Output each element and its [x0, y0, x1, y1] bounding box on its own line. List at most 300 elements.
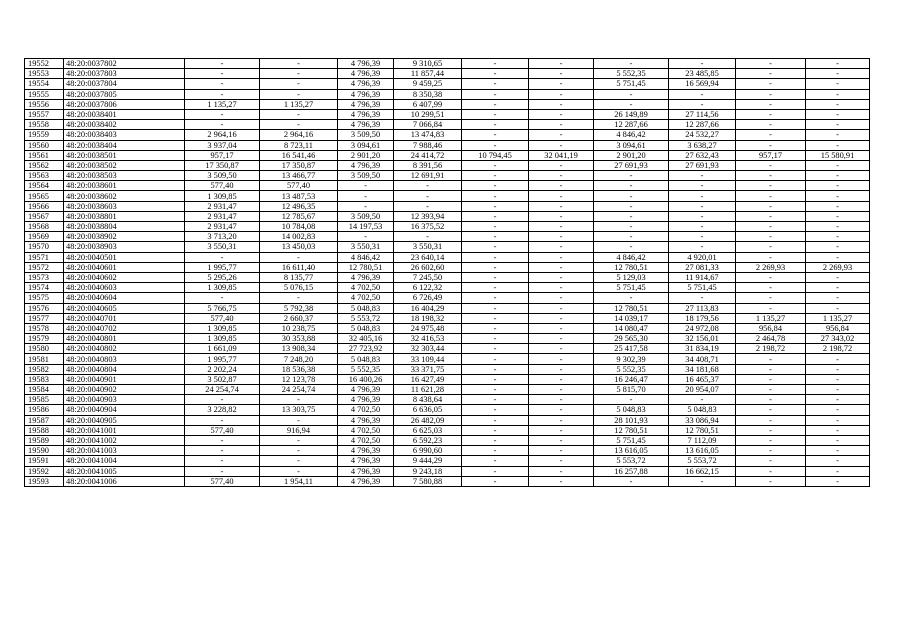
value-cell: - — [594, 181, 669, 191]
value-cell: 10 299,51 — [394, 109, 462, 119]
cadastral-number-cell: 48:20:0040904 — [64, 405, 185, 415]
value-cell: - — [260, 252, 338, 262]
value-cell: - — [185, 69, 260, 79]
value-cell: 2 964,16 — [185, 130, 260, 140]
table-row — [25, 201, 870, 211]
value-cell: 27 632,43 — [669, 150, 736, 160]
value-cell: 2 660,37 — [260, 313, 338, 323]
table-row — [25, 283, 870, 293]
value-cell: 5 048,83 — [594, 405, 669, 415]
table-row — [25, 466, 870, 476]
value-cell: 3 509,50 — [338, 130, 394, 140]
value-cell: 18 536,38 — [260, 364, 338, 374]
cadastral-number-cell: 48:20:0038503 — [64, 171, 185, 181]
table-row — [25, 232, 870, 242]
value-cell: 4 796,39 — [338, 69, 394, 79]
value-cell: 12 780,51 — [594, 262, 669, 272]
value-cell: 3 713,20 — [185, 232, 260, 242]
value-cell: 1 309,85 — [185, 283, 260, 293]
value-cell: - — [669, 99, 736, 109]
cadastral-number-cell: 48:20:0040905 — [64, 415, 185, 425]
table-row — [25, 456, 870, 466]
value-cell: 7 245,50 — [394, 272, 462, 282]
table-row — [25, 69, 870, 79]
value-cell: 4 796,39 — [338, 446, 394, 456]
value-cell: 4 796,39 — [338, 395, 394, 405]
value-cell: 577,40 — [260, 181, 338, 191]
value-cell: 13 908,34 — [260, 344, 338, 354]
value-cell: - — [529, 272, 594, 282]
value-cell: 12 287,66 — [594, 120, 669, 130]
value-cell: - — [806, 476, 870, 486]
value-cell: - — [462, 222, 529, 232]
value-cell: 6 990,60 — [394, 446, 462, 456]
value-cell: - — [462, 69, 529, 79]
value-cell: 9 302,39 — [594, 354, 669, 364]
value-cell: 12 780,51 — [338, 262, 394, 272]
value-cell: - — [185, 109, 260, 119]
value-cell: - — [594, 293, 669, 303]
value-cell: 32 405,16 — [338, 334, 394, 344]
value-cell: - — [529, 405, 594, 415]
value-cell: - — [736, 476, 806, 486]
value-cell: 957,17 — [736, 150, 806, 160]
value-cell: - — [669, 171, 736, 181]
value-cell: - — [736, 109, 806, 119]
value-cell: - — [185, 466, 260, 476]
value-cell: - — [462, 435, 529, 445]
value-cell: 24 254,74 — [260, 385, 338, 395]
value-cell: - — [529, 160, 594, 170]
value-cell: 3 550,31 — [185, 242, 260, 252]
value-cell: 18 179,56 — [669, 313, 736, 323]
cadastral-number-cell: 48:20:0038801 — [64, 211, 185, 221]
value-cell: - — [462, 344, 529, 354]
value-cell: - — [806, 425, 870, 435]
value-cell: 577,40 — [185, 425, 260, 435]
value-cell: - — [462, 293, 529, 303]
value-cell: - — [806, 303, 870, 313]
value-cell: - — [736, 181, 806, 191]
value-cell: - — [736, 130, 806, 140]
table-row — [25, 446, 870, 456]
value-cell: - — [806, 446, 870, 456]
row-number-cell: 19580 — [25, 344, 64, 354]
value-cell: 8 723,11 — [260, 140, 338, 150]
value-cell: - — [669, 191, 736, 201]
value-cell: - — [260, 79, 338, 89]
value-cell: - — [462, 446, 529, 456]
value-cell: 2 931,47 — [185, 201, 260, 211]
value-cell: - — [594, 476, 669, 486]
value-cell: - — [529, 130, 594, 140]
value-cell: - — [394, 181, 462, 191]
row-number-cell: 19561 — [25, 150, 64, 160]
value-cell: 3 638,27 — [669, 140, 736, 150]
value-cell: - — [462, 456, 529, 466]
value-cell: - — [394, 232, 462, 242]
row-number-cell: 19586 — [25, 405, 64, 415]
value-cell: 5 552,35 — [338, 364, 394, 374]
value-cell: 33 086,94 — [669, 415, 736, 425]
value-cell: 4 796,39 — [338, 109, 394, 119]
value-cell: 4 702,50 — [338, 425, 394, 435]
value-cell: - — [529, 456, 594, 466]
value-cell: - — [260, 415, 338, 425]
value-cell: - — [529, 344, 594, 354]
value-cell: - — [806, 99, 870, 109]
cadastral-number-cell: 48:20:0040501 — [64, 252, 185, 262]
cadastral-number-cell: 48:20:0038903 — [64, 242, 185, 252]
value-cell: 10 784,08 — [260, 222, 338, 232]
table-row — [25, 109, 870, 119]
value-cell: - — [736, 466, 806, 476]
value-cell: - — [806, 222, 870, 232]
value-cell: - — [462, 79, 529, 89]
row-number-cell: 19564 — [25, 181, 64, 191]
table-row — [25, 405, 870, 415]
value-cell: 12 785,67 — [260, 211, 338, 221]
value-cell: - — [736, 446, 806, 456]
value-cell: - — [806, 293, 870, 303]
value-cell: - — [529, 201, 594, 211]
value-cell: - — [669, 293, 736, 303]
value-cell: 16 404,29 — [394, 303, 462, 313]
value-cell: - — [338, 201, 394, 211]
value-cell: 5 553,72 — [594, 456, 669, 466]
cadastral-number-cell: 48:20:0040801 — [64, 334, 185, 344]
cadastral-number-cell: 48:20:0038601 — [64, 181, 185, 191]
cadastral-number-cell: 48:20:0038404 — [64, 140, 185, 150]
value-cell: 7 066,84 — [394, 120, 462, 130]
value-cell: - — [736, 222, 806, 232]
cadastral-number-cell: 48:20:0041003 — [64, 446, 185, 456]
value-cell: - — [529, 364, 594, 374]
value-cell: - — [736, 120, 806, 130]
row-number-cell: 19554 — [25, 79, 64, 89]
cadastral-number-cell: 48:20:0040701 — [64, 313, 185, 323]
value-cell: - — [529, 211, 594, 221]
value-cell: - — [736, 456, 806, 466]
cadastral-number-cell: 48:20:0038902 — [64, 232, 185, 242]
cadastral-number-cell: 48:20:0041001 — [64, 425, 185, 435]
value-cell: 16 246,47 — [594, 374, 669, 384]
value-cell: - — [736, 283, 806, 293]
value-cell: 4 796,39 — [338, 466, 394, 476]
value-cell: 8 350,38 — [394, 89, 462, 99]
value-cell: - — [260, 395, 338, 405]
value-cell: 24 254,74 — [185, 385, 260, 395]
value-cell: - — [806, 79, 870, 89]
value-cell: - — [462, 120, 529, 130]
cadastral-number-cell: 48:20:0037806 — [64, 99, 185, 109]
value-cell: 4 796,39 — [338, 385, 394, 395]
value-cell: 31 834,19 — [669, 344, 736, 354]
cadastral-value-table — [24, 58, 870, 487]
value-cell: 2 198,72 — [736, 344, 806, 354]
cadastral-number-cell: 48:20:0040804 — [64, 364, 185, 374]
value-cell: 6 407,99 — [394, 99, 462, 109]
value-cell: 4 796,39 — [338, 456, 394, 466]
value-cell: - — [185, 415, 260, 425]
value-cell: - — [529, 262, 594, 272]
value-cell: 956,84 — [806, 323, 870, 333]
value-cell: - — [594, 59, 669, 69]
value-cell: 26 149,89 — [594, 109, 669, 119]
value-cell: - — [806, 140, 870, 150]
value-cell: 4 846,42 — [594, 130, 669, 140]
cadastral-number-cell: 48:20:0040802 — [64, 344, 185, 354]
value-cell: 24 532,27 — [669, 130, 736, 140]
row-number-cell: 19566 — [25, 201, 64, 211]
value-cell: 5 766,75 — [185, 303, 260, 313]
value-cell: - — [594, 171, 669, 181]
value-cell: - — [260, 446, 338, 456]
table-row — [25, 313, 870, 323]
value-cell: 24 414,72 — [394, 150, 462, 160]
value-cell: - — [462, 283, 529, 293]
cadastral-number-cell: 48:20:0040903 — [64, 395, 185, 405]
value-cell: - — [529, 303, 594, 313]
value-cell: - — [529, 446, 594, 456]
cadastral-number-cell: 48:20:0040603 — [64, 283, 185, 293]
value-cell: - — [736, 405, 806, 415]
cadastral-number-cell: 48:20:0038804 — [64, 222, 185, 232]
value-cell: 1 995,77 — [185, 262, 260, 272]
row-number-cell: 19563 — [25, 171, 64, 181]
value-cell: 10 238,75 — [260, 323, 338, 333]
value-cell: 7 580,88 — [394, 476, 462, 486]
value-cell: - — [462, 191, 529, 201]
value-cell: - — [462, 364, 529, 374]
value-cell: - — [529, 109, 594, 119]
row-number-cell: 19576 — [25, 303, 64, 313]
value-cell: - — [462, 466, 529, 476]
value-cell: 16 611,40 — [260, 262, 338, 272]
value-cell: 6 636,05 — [394, 405, 462, 415]
row-number-cell: 19560 — [25, 140, 64, 150]
value-cell: - — [736, 211, 806, 221]
value-cell: - — [736, 242, 806, 252]
value-cell: 4 846,42 — [338, 252, 394, 262]
table-row — [25, 89, 870, 99]
value-cell: 2 931,47 — [185, 222, 260, 232]
value-cell: 13 466,77 — [260, 171, 338, 181]
row-number-cell: 19562 — [25, 160, 64, 170]
value-cell: 1 135,27 — [736, 313, 806, 323]
row-number-cell: 19571 — [25, 252, 64, 262]
value-cell: - — [462, 303, 529, 313]
value-cell: 2 964,16 — [260, 130, 338, 140]
value-cell: 3 550,31 — [338, 242, 394, 252]
value-cell: 4 796,39 — [338, 160, 394, 170]
value-cell: - — [394, 191, 462, 201]
cadastral-number-cell: 48:20:0038402 — [64, 120, 185, 130]
value-cell: - — [669, 59, 736, 69]
value-cell: - — [529, 354, 594, 364]
value-cell: 20 954,07 — [669, 385, 736, 395]
table-row — [25, 334, 870, 344]
value-cell: - — [806, 466, 870, 476]
value-cell: - — [462, 181, 529, 191]
value-cell: - — [806, 181, 870, 191]
value-cell: - — [529, 415, 594, 425]
value-cell: 577,40 — [185, 313, 260, 323]
value-cell: 3 094,61 — [338, 140, 394, 150]
row-number-cell: 19575 — [25, 293, 64, 303]
value-cell: - — [260, 435, 338, 445]
value-cell: 11 857,44 — [394, 69, 462, 79]
table-row — [25, 120, 870, 130]
value-cell: 17 350,87 — [260, 160, 338, 170]
value-cell: 1 309,85 — [185, 334, 260, 344]
value-cell: - — [185, 252, 260, 262]
value-cell: 10 794,45 — [462, 150, 529, 160]
value-cell: 24 972,08 — [669, 323, 736, 333]
value-cell: 957,17 — [185, 150, 260, 160]
cadastral-number-cell: 48:20:0040803 — [64, 354, 185, 364]
value-cell: 32 156,01 — [669, 334, 736, 344]
value-cell: - — [529, 283, 594, 293]
value-cell: - — [462, 354, 529, 364]
value-cell: 16 465,37 — [669, 374, 736, 384]
value-cell: 4 796,39 — [338, 415, 394, 425]
value-cell: - — [669, 222, 736, 232]
value-cell: 577,40 — [185, 181, 260, 191]
value-cell: - — [736, 354, 806, 364]
value-cell: - — [185, 446, 260, 456]
table-row — [25, 252, 870, 262]
value-cell: - — [529, 313, 594, 323]
value-cell: 1 135,27 — [185, 99, 260, 109]
value-cell: 5 129,03 — [594, 272, 669, 282]
value-cell: 4 796,39 — [338, 476, 394, 486]
value-cell: - — [529, 252, 594, 262]
value-cell: - — [736, 374, 806, 384]
value-cell: - — [260, 89, 338, 99]
value-cell: - — [185, 89, 260, 99]
cadastral-number-cell: 48:20:0038602 — [64, 191, 185, 201]
value-cell: 32 416,53 — [394, 334, 462, 344]
value-cell: - — [462, 201, 529, 211]
value-cell: - — [529, 89, 594, 99]
value-cell: 577,40 — [185, 476, 260, 486]
value-cell: - — [736, 69, 806, 79]
value-cell: 14 039,17 — [594, 313, 669, 323]
table-row — [25, 385, 870, 395]
row-number-cell: 19570 — [25, 242, 64, 252]
value-cell: 27 691,93 — [594, 160, 669, 170]
value-cell: - — [529, 395, 594, 405]
value-cell: - — [185, 120, 260, 130]
value-cell: - — [806, 354, 870, 364]
value-cell: - — [669, 232, 736, 242]
value-cell: - — [736, 303, 806, 313]
value-cell: 6 625,03 — [394, 425, 462, 435]
value-cell: - — [806, 405, 870, 415]
value-cell: 2 198,72 — [806, 344, 870, 354]
cadastral-number-cell: 48:20:0037803 — [64, 69, 185, 79]
table-row — [25, 303, 870, 313]
row-number-cell: 19579 — [25, 334, 64, 344]
table-row — [25, 130, 870, 140]
value-cell: - — [260, 59, 338, 69]
value-cell: - — [806, 232, 870, 242]
row-number-cell: 19556 — [25, 99, 64, 109]
value-cell: 12 780,51 — [594, 303, 669, 313]
row-number-cell: 19553 — [25, 69, 64, 79]
value-cell: 5 552,35 — [594, 69, 669, 79]
value-cell: - — [806, 252, 870, 262]
value-cell: 23 485,85 — [669, 69, 736, 79]
value-cell: 12 287,66 — [669, 120, 736, 130]
value-cell: - — [806, 374, 870, 384]
value-cell: - — [736, 160, 806, 170]
value-cell: - — [806, 435, 870, 445]
value-cell: - — [736, 79, 806, 89]
value-cell: 24 975,48 — [394, 323, 462, 333]
value-cell: 27 113,83 — [669, 303, 736, 313]
value-cell: 16 541,46 — [260, 150, 338, 160]
table-row — [25, 222, 870, 232]
value-cell: - — [529, 232, 594, 242]
value-cell: - — [806, 120, 870, 130]
value-cell: 25 417,58 — [594, 344, 669, 354]
cadastral-number-cell: 48:20:0041002 — [64, 435, 185, 445]
value-cell: - — [594, 191, 669, 201]
value-cell: - — [806, 385, 870, 395]
value-cell: 28 101,93 — [594, 415, 669, 425]
value-cell: - — [594, 211, 669, 221]
table-row — [25, 476, 870, 486]
value-cell: - — [806, 211, 870, 221]
row-number-cell: 19581 — [25, 354, 64, 364]
cadastral-number-cell: 48:20:0040601 — [64, 262, 185, 272]
value-cell: - — [462, 171, 529, 181]
value-cell: - — [462, 374, 529, 384]
value-cell: - — [462, 89, 529, 99]
value-cell: - — [669, 242, 736, 252]
value-cell: - — [185, 79, 260, 89]
value-cell: 3 509,50 — [185, 171, 260, 181]
value-cell: 916,94 — [260, 425, 338, 435]
value-cell: - — [529, 334, 594, 344]
value-cell: - — [736, 415, 806, 425]
value-cell: 12 691,91 — [394, 171, 462, 181]
row-number-cell: 19559 — [25, 130, 64, 140]
value-cell: - — [806, 59, 870, 69]
value-cell: - — [338, 181, 394, 191]
value-cell: - — [529, 374, 594, 384]
cadastral-number-cell: 48:20:0040902 — [64, 385, 185, 395]
cadastral-number-cell: 48:20:0038603 — [64, 201, 185, 211]
row-number-cell: 19592 — [25, 466, 64, 476]
value-cell: 2 269,93 — [736, 262, 806, 272]
value-cell: 4 796,39 — [338, 120, 394, 130]
value-cell: 33 371,75 — [394, 364, 462, 374]
value-cell: - — [806, 160, 870, 170]
table-row — [25, 181, 870, 191]
table-row — [25, 425, 870, 435]
value-cell: - — [529, 140, 594, 150]
cadastral-number-cell: 48:20:0037804 — [64, 79, 185, 89]
value-cell: 5 751,45 — [594, 283, 669, 293]
table-row — [25, 323, 870, 333]
value-cell: 14 002,83 — [260, 232, 338, 242]
value-cell: 16 427,49 — [394, 374, 462, 384]
value-cell: - — [462, 99, 529, 109]
value-cell: - — [462, 130, 529, 140]
